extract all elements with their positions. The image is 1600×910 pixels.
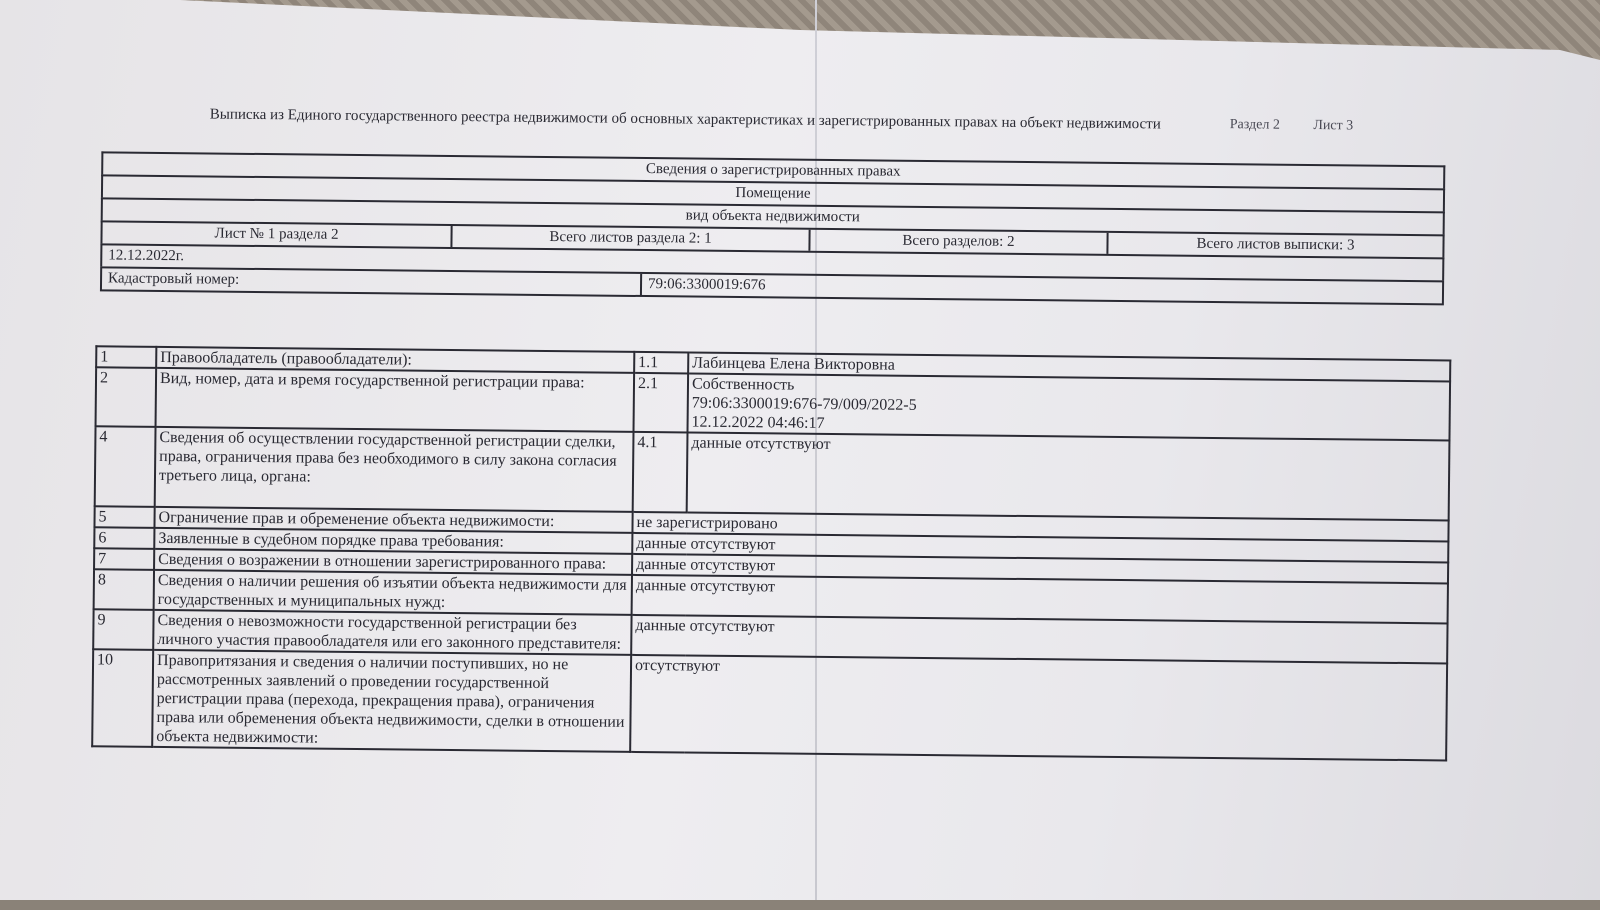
row-label: Заявленные в судебном порядке права требования:	[154, 528, 632, 554]
section-label: Раздел 2	[1229, 117, 1280, 133]
row-label: Вид, номер, дата и время государственной регистрации права:	[156, 368, 635, 432]
document	[62, 95, 1490, 910]
row-value-text: данные отсутствуют	[691, 434, 831, 453]
table-row	[95, 426, 1450, 520]
object-type-caption: вид объекта недвижимости	[685, 207, 860, 226]
row-label: Сведения о возражении в отношении зарегистрированного права:	[154, 549, 632, 575]
row-subnumber: 4.1	[633, 432, 688, 513]
row-label: Сведения о наличии решения об изъятии объекта недвижимости для государственных и муниципальных нужд:	[154, 570, 632, 615]
owner-name: Лабинцева Елена Викторовна	[692, 354, 895, 374]
total-sections: Всего разделов: 2	[808, 230, 1106, 254]
row-number: 4	[95, 426, 156, 507]
row-number: 5	[94, 506, 154, 528]
right-type: Собственность	[691, 375, 795, 394]
row-value: данные отсутствуют	[632, 533, 1448, 563]
row-value: данные отсутствуют	[631, 615, 1447, 664]
row-number: 7	[94, 548, 154, 570]
registration-number: 79:06:3300019:676-79/009/2022-5	[691, 394, 917, 414]
row-subnumber: 2.1	[634, 373, 689, 433]
row-value: отсутствуют	[630, 655, 1447, 761]
row-number: 10	[92, 649, 153, 747]
row-number: 8	[94, 569, 154, 610]
total-sheets-section: Всего листов раздела 2: 1	[450, 226, 808, 251]
sheet-number: Лист № 1 раздела 2	[214, 225, 339, 243]
row-label: Правообладатель (правообладатели):	[156, 347, 634, 373]
row-number: 2	[96, 367, 157, 427]
row-value	[687, 373, 1450, 440]
row-number: 6	[94, 527, 154, 549]
total-sheets-extract: Всего листов выписки: 3	[1106, 233, 1442, 258]
registration-datetime: 12.12.2022 04:46:17	[691, 413, 825, 432]
cadastral-number: 79:06:3300019:676	[640, 274, 1442, 303]
row-number: 9	[93, 609, 153, 650]
row-label: Правопритязания и сведения о наличии поступивших, но не рассмотренных заявлений о проведении государственной регистрации права (перехода, прекращения права), ограничения права или обременения объекта недвижимости, сделки в отношении объекта недвижимости:	[152, 650, 631, 752]
row-value: данные отсутствуют	[632, 575, 1448, 624]
row-label: Сведения о невозможности государственной регистрации без личного участия правообладателя или его законного представителя:	[153, 610, 631, 655]
extract-date: 12.12.2022г.	[108, 247, 185, 265]
row-value: не зарегистрировано	[632, 512, 1448, 542]
header-grid	[100, 151, 1445, 305]
row-number: 1	[96, 346, 156, 368]
rights-subtitle: Сведения о зарегистрированных правах	[645, 161, 901, 180]
rights-table	[91, 345, 1451, 761]
row-value: данные отсутствуют	[632, 554, 1448, 584]
sheet-label: Лист 3	[1313, 118, 1354, 134]
document-title: Выписка из Единого государственного реестра недвижимости об основных характеристиках и зарегистрированных правах на объект недвижимости	[209, 106, 1161, 133]
page-reference	[1230, 117, 1384, 135]
object-type-value: Помещение	[735, 184, 811, 202]
cadastral-label: Кадастровый номер:	[107, 270, 240, 288]
row-subnumber: 1.1	[634, 352, 688, 374]
row-label: Сведения об осуществлении государственной регистрации сделки, права, ограничения права без необходимого в силу закона согласия третьего лица, органа:	[155, 427, 634, 512]
row-label: Ограничение прав и обременение объекта недвижимости:	[154, 507, 632, 533]
row-value	[687, 432, 1450, 520]
table-row	[92, 649, 1447, 760]
